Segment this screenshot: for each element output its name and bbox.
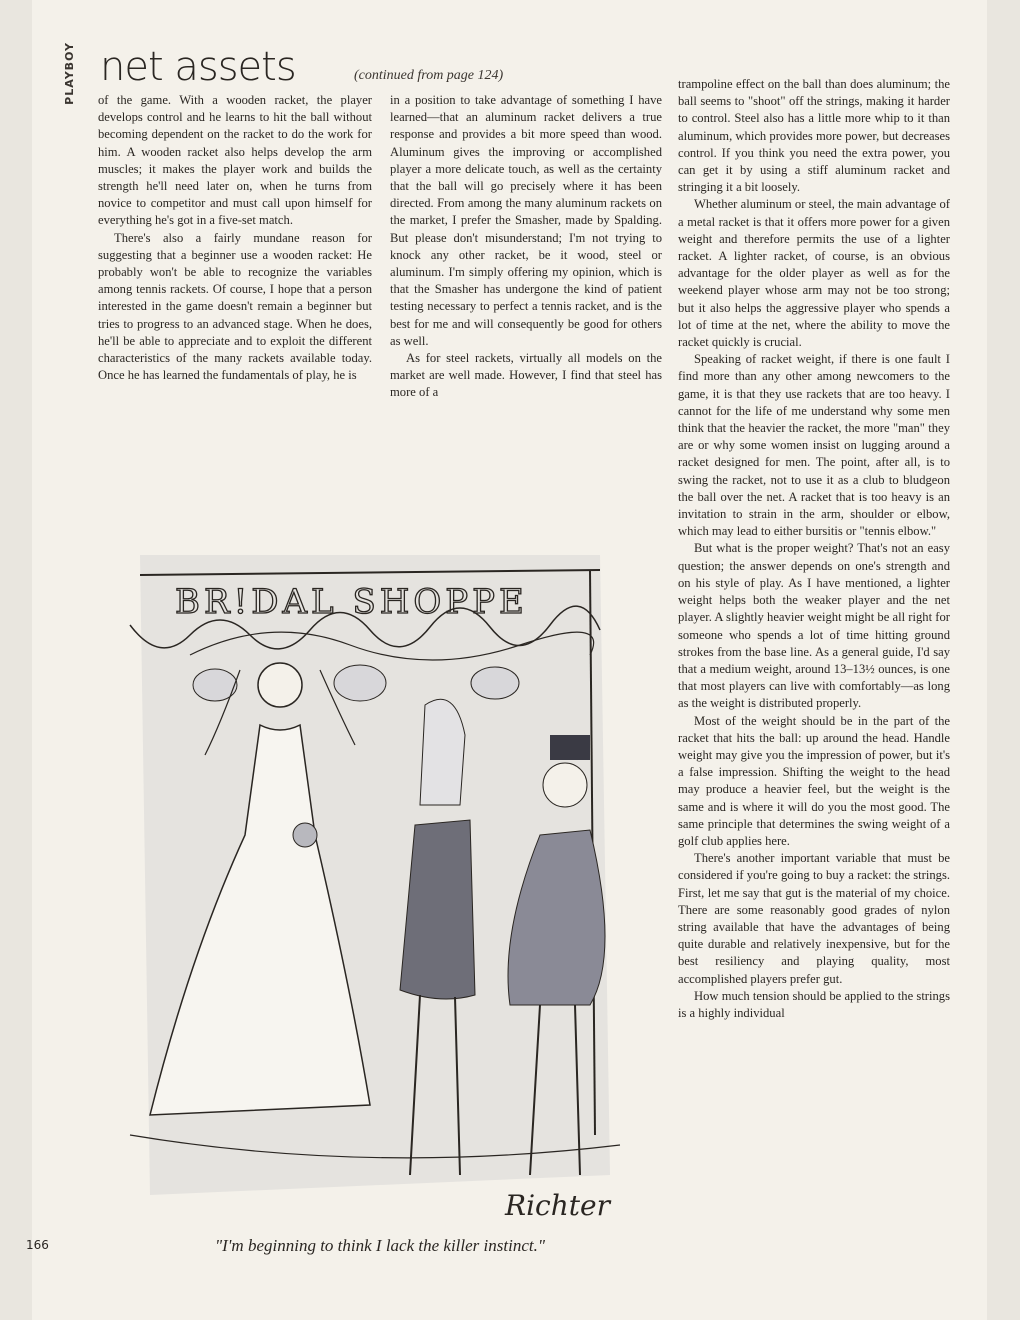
paragraph: But what is the proper weight? That's not an easy question; the answer depends on one's strength and on his style of play. As I have mentioned, a lighter weight helps both the weaker player and the net player. A slightly heavier weight might be all right for someone who spends a lot of time hitting ground strokes from the base line. As a general guide, I'd say that a medium weight, around 13–13½ ounces, is one that most players can live with comfortably—as long as the weight is distributed properly. [678, 541, 950, 711]
continued-note: (continued from page 124) [354, 68, 504, 83]
page-number: 166 [26, 1238, 49, 1252]
paragraph: Most of the weight should be in the part of the racket that hits the ball: up around the head. Handle weight may give you the impression of power, but it's a false impression. Shifting the weight to the head may produce a heavier feel, but the weight is the same and is where it will do you the most good. The same principle that determines the swing weight of a golf club applies here. [678, 713, 950, 848]
shop-sign: BR!DAL SHOPPE [175, 582, 528, 622]
paragraph: There's also a fairly mundane reason for suggesting that a beginner use a wooden racket: He probably won't be able to recognize the variables among tennis rackets. Of course, I hope that a person interested in the game doesn't remain a beginner but tries to progress to an advanced stage. When he does, he'll be able to appreciate and to exploit the different characteristics of the many rackets available today. Once he has learned the fundamentals of play, he is [98, 230, 372, 383]
text-column-1 [98, 92, 372, 384]
masthead: PLAYBOY [63, 42, 76, 105]
cartoon-caption: "I'm beginning to think I lack the killer instinct." [215, 1236, 545, 1255]
paragraph: Speaking of racket weight, if there is one fault I find more than any other among newcomers to the game, it is that they use rackets that are too heavy. I cannot for the life of me understand why some men think that the heavier the racket, the more "man" they are or why some women insist on lugging around a racket designed for men. The point, after all, is to swing the racket, not to use it as a club to bludgeon the ball over the net. A racket that is too heavy is an invitation to strain in the arm, shoulder or elbow, which may lead to either bursitis or "tennis elbow." [678, 352, 950, 539]
paragraph: in a position to take advantage of something I have learned—that an aluminum racket delivers a true response and provides a bit more speed than wood. Aluminum gives the improving or accomplished player a more delicate touch, as well as the certainty that the ball will go precisely where it has been directed. From among the many aluminum rackets on the market, I prefer the Smasher, made by Spalding. But please don't misunderstand; I'm not trying to knock any other racket, be it wood, steel or aluminum. I'm simply offering my opinion, which is that the Smasher has undergone the kind of patient testing necessary to perfect a tennis racket, and is the best for me and will consequently be good for others as well. [390, 93, 662, 348]
artist-signature: Richter [505, 1189, 610, 1222]
paragraph: There's another important variable that must be considered if you're going to buy a racket: the strings. First, let me say that gut is the material of my choice. There are some reasonably good grades of nylon string available that have the advantages of being quite durable and relatively inexpensive, but for the best resiliency and playing quality, most accomplished players prefer gut. [678, 851, 950, 986]
paragraph: As for steel rackets, virtually all models on the market are well made. However, I find that steel has more of a [390, 351, 662, 400]
cartoon-illustration [120, 535, 630, 1225]
paragraph: Whether aluminum or steel, the main advantage of a metal racket is that it offers more power for a given weight and therefore permits the use of a lighter racket. A lighter racket, of course, is an obvious advantage for the older player as well as for the weekend player whose arm may not be too strong; but it also helps the aggressive player who spends a lot of time at the net, where the ability to move the racket quickly is crucial. [678, 197, 950, 350]
paragraph: How much tension should be applied to the strings is a highly individual [678, 988, 950, 1020]
paragraph: trampoline effect on the ball than does aluminum; the ball seems to "shoot" off the strings, making it harder to control. Steel also has a little more whip to it than aluminum, which provides more power, but decreases control. If you think you need the extra power, you can get it by using a stiff aluminum racket and stringing it a bit loosely. [678, 77, 950, 195]
text-column-2 [390, 92, 662, 402]
article-title: net assets [100, 44, 296, 90]
paragraph: of the game. With a wooden racket, the player develops control and he learns to hit the ball without becoming dependent on the racket to do the work for him. A wooden racket also helps develop the arm muscles; it makes the player work and builds the strength he'll need later on, when he turns from novice to competitor and must call upon himself for everything he's got in a five-set match. [98, 93, 372, 228]
text-column-3 [678, 76, 950, 1022]
